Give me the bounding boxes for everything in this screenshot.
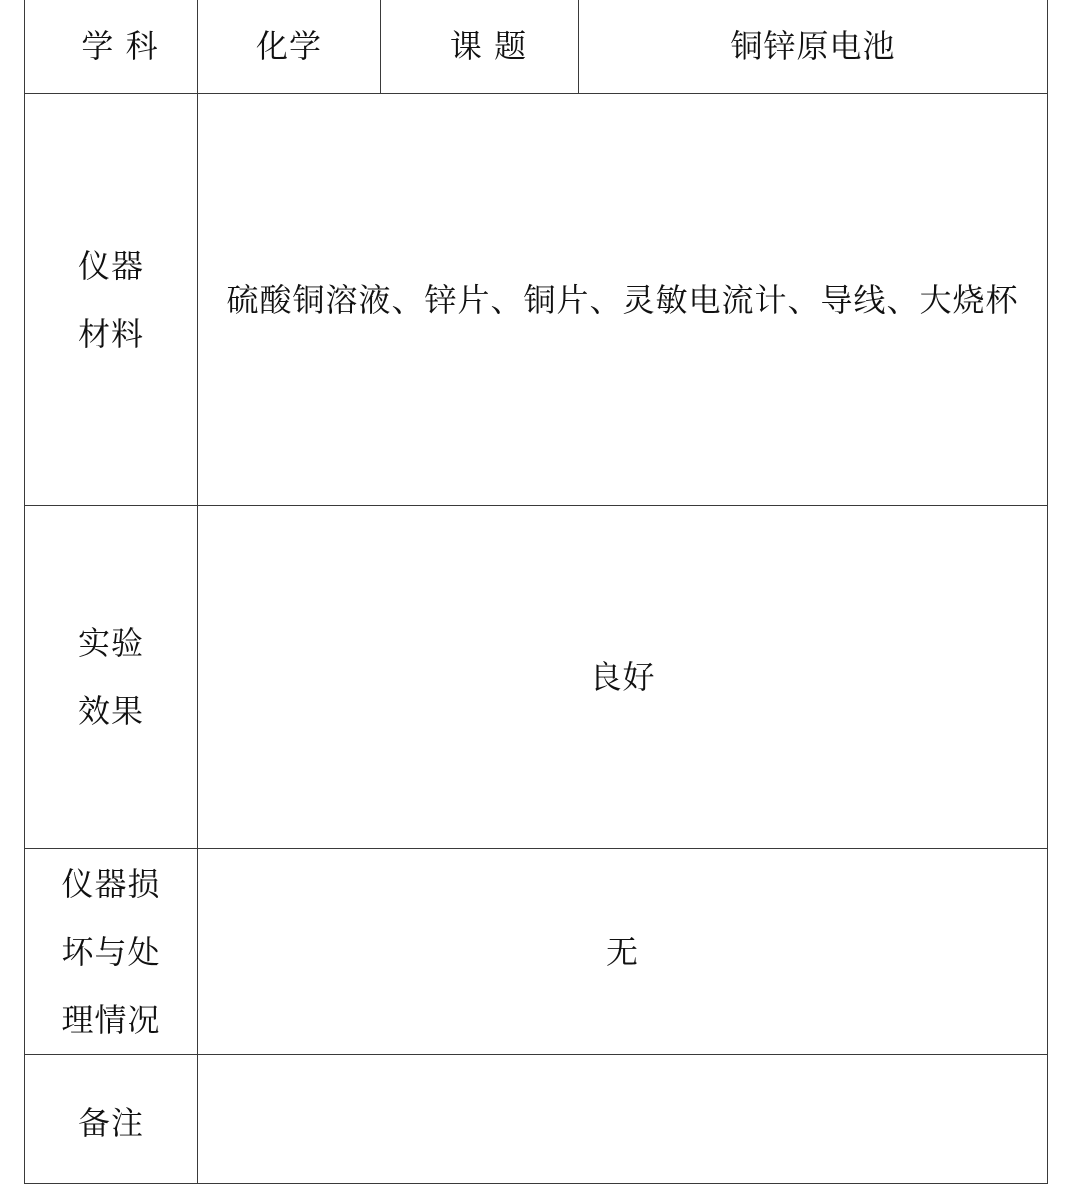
experiment-record-table bbox=[24, 0, 1048, 1184]
damage-value: 无 bbox=[198, 849, 1048, 1055]
effect-label-line: 实验 bbox=[77, 624, 144, 662]
effect-label-line: 效果 bbox=[77, 692, 144, 730]
topic-value: 铜锌原电池 bbox=[579, 0, 1048, 94]
materials-label-line: 仪器 bbox=[77, 246, 144, 285]
effect-row bbox=[25, 506, 1048, 849]
damage-label-line: 理情况 bbox=[61, 1000, 161, 1039]
damage-label bbox=[25, 849, 198, 1055]
materials-label-line: 材料 bbox=[77, 314, 144, 353]
experiment-record-sheet bbox=[24, 0, 1047, 1142]
notes-row bbox=[25, 1055, 1048, 1184]
materials-value: 硫酸铜溶液、锌片、铜片、灵敏电流计、导线、大烧杯 bbox=[198, 94, 1048, 506]
notes-label: 备注 bbox=[25, 1055, 198, 1184]
subject-value: 化学 bbox=[198, 0, 381, 94]
materials-row bbox=[25, 94, 1048, 506]
materials-label bbox=[25, 94, 198, 506]
topic-label: 课 题 bbox=[381, 0, 579, 94]
damage-label-line: 坏与处 bbox=[61, 932, 161, 971]
subject-label: 学 科 bbox=[25, 0, 198, 94]
notes-value[interactable] bbox=[198, 1055, 1048, 1184]
damage-label-line: 仪器损 bbox=[61, 864, 161, 903]
header-row bbox=[25, 0, 1048, 94]
effect-label bbox=[25, 506, 198, 849]
damage-row bbox=[25, 849, 1048, 1055]
effect-value: 良好 bbox=[198, 506, 1048, 849]
